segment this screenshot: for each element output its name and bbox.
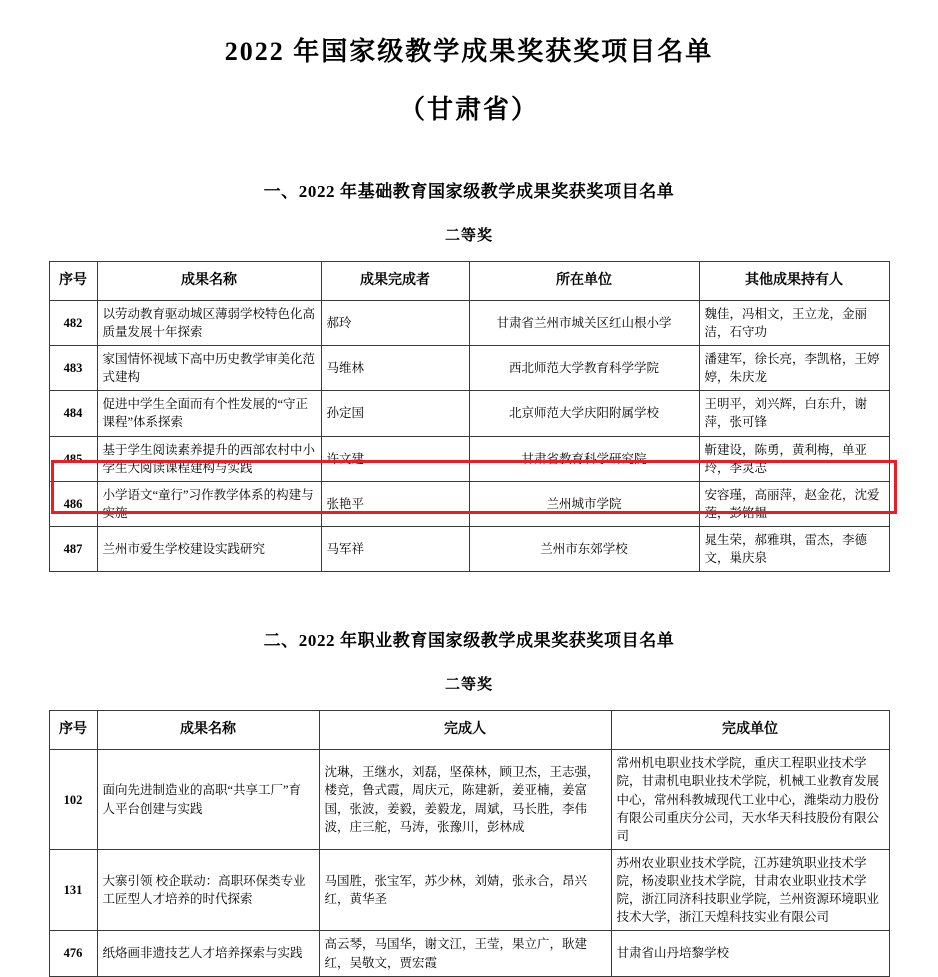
column-header-unit: 所在单位 (469, 261, 699, 300)
cell-no: 102 (49, 750, 97, 850)
cell-achievement: 基于学生阅读素养提升的西部农村中小学生大阅读课程建构与实践 (97, 436, 321, 481)
table-row (49, 527, 889, 572)
cell-achievement: 促进中学生全面而有个性发展的“守正课程”体系探索 (97, 391, 321, 436)
cell-others: 魏佳，冯相文，王立龙，金丽洁，石守功 (699, 300, 889, 345)
document-page (0, 34, 938, 977)
cell-achievement: 家国情怀视域下高中历史教学审美化范式建构 (97, 346, 321, 391)
table-row (49, 346, 889, 391)
cell-achievement: 纸烙画非遗技艺人才培养探索与实践 (97, 931, 319, 976)
cell-author: 许文建 (321, 436, 469, 481)
column-header-author: 完成人 (319, 711, 611, 750)
page-subtitle: （甘肃省） (398, 95, 539, 125)
cell-no: 476 (49, 931, 97, 976)
cell-unit: 苏州农业职业技术学院，江苏建筑职业技术学院，杨凌职业技术学院，甘肃农业职业技术学院，浙江同济科技职业学院，兰州资源环境职业技术大学，浙江天煌科技实业有限公司 (611, 849, 889, 931)
cell-others: 靳建设，陈勇，黄利梅，单亚玲，李灵志 (699, 436, 889, 481)
table-row (49, 931, 889, 976)
table-header-row (49, 261, 889, 300)
cell-achievement: 大寨引领 校企联动：高职环保类专业工匠型人才培养的时代探索 (97, 849, 319, 931)
cell-others: 王明平，刘兴辉，白东升，谢萍，张可锋 (699, 391, 889, 436)
section-2-award-level: 二等奖 (444, 677, 493, 694)
cell-author: 马国胜，张宝军，苏少林，刘婧，张永合，昂兴红，黄华圣 (319, 849, 611, 931)
cell-unit: 常州机电职业技术学院，重庆工程职业技术学院，甘肃机电职业技术学院，机械工业教育发展中心，常州科教城现代工业中心，潍柴动力股份有限公司重庆分公司，天水华天科技股份有限公司 (611, 750, 889, 850)
column-header-others: 其他成果持有人 (699, 261, 889, 300)
column-header-achievement: 成果名称 (97, 261, 321, 300)
cell-achievement: 兰州市爱生学校建设实践研究 (97, 527, 321, 572)
cell-author: 马维林 (321, 346, 469, 391)
cell-others: 潘建军，徐长亮，李凯格，王婷婷，朱庆龙 (699, 346, 889, 391)
cell-unit: 甘肃省兰州市城关区红山根小学 (469, 300, 699, 345)
cell-unit: 甘肃省教育科学研究院 (469, 436, 699, 481)
cell-no: 486 (49, 481, 97, 526)
cell-achievement: 小学语文“童行”习作教学体系的构建与实施 (97, 481, 321, 526)
section-2-table (49, 710, 890, 976)
cell-unit: 兰州城市学院 (469, 481, 699, 526)
section-1-table (49, 261, 890, 573)
cell-unit: 北京师范大学庆阳附属学校 (469, 391, 699, 436)
table-row (49, 300, 889, 345)
cell-no: 487 (49, 527, 97, 572)
cell-unit: 甘肃省山丹培黎学校 (611, 931, 889, 976)
cell-no: 484 (49, 391, 97, 436)
cell-achievement: 面向先进制造业的高职“共享工厂”育人平台创建与实践 (97, 750, 319, 850)
cell-no: 131 (49, 849, 97, 931)
section-1-table-wrap (34, 261, 904, 573)
column-header-no: 序号 (49, 711, 97, 750)
cell-unit: 西北师范大学教育科学学院 (469, 346, 699, 391)
cell-no: 485 (49, 436, 97, 481)
cell-no: 483 (49, 346, 97, 391)
cell-author: 孙定国 (321, 391, 469, 436)
cell-no: 482 (49, 300, 97, 345)
section-1-award-level: 二等奖 (444, 227, 493, 244)
cell-author: 郝玲 (321, 300, 469, 345)
page-title: 2022 年国家级教学成果奖获奖项目名单 (224, 37, 714, 66)
column-header-achievement: 成果名称 (97, 711, 319, 750)
section-2-heading: 二、2022 年职业教育国家级教学成果奖获奖项目名单 (263, 631, 675, 651)
table-row (49, 391, 889, 436)
cell-author: 马军祥 (321, 527, 469, 572)
column-header-no: 序号 (49, 261, 97, 300)
table-row (49, 750, 889, 850)
section-1-heading: 一、2022 年基础教育国家级教学成果奖获奖项目名单 (263, 181, 675, 201)
cell-others: 安容瑾，高丽萍，赵金花，沈爱莲，彭铭韫 (699, 481, 889, 526)
cell-author: 张艳平 (321, 481, 469, 526)
column-header-unit: 完成单位 (611, 711, 889, 750)
cell-author: 高云琴，马国华，谢文江，王莹，果立广，耿建红，吴敬文，贾宏霞 (319, 931, 611, 976)
table-row (49, 436, 889, 481)
cell-others: 晁生荣，郝雅琪，雷杰，李德文，巢庆泉 (699, 527, 889, 572)
table-row-highlighted (49, 481, 889, 526)
cell-achievement: 以劳动教育驱动城区薄弱学校特色化高质量发展十年探索 (97, 300, 321, 345)
column-header-author: 成果完成者 (321, 261, 469, 300)
table-row (49, 849, 889, 931)
cell-author: 沈琳，王继水，刘磊，坚葆林，顾卫杰，王志强，楼竞，鲁式霞，周庆元，陈建新，姜亚楠，姜富国，张波，姜毅，姜毅龙，周斌，马长胜，李伟波，庄三舵，马涛，张豫川，彭林成 (319, 750, 611, 850)
table-header-row (49, 711, 889, 750)
cell-unit: 兰州市东郊学校 (469, 527, 699, 572)
